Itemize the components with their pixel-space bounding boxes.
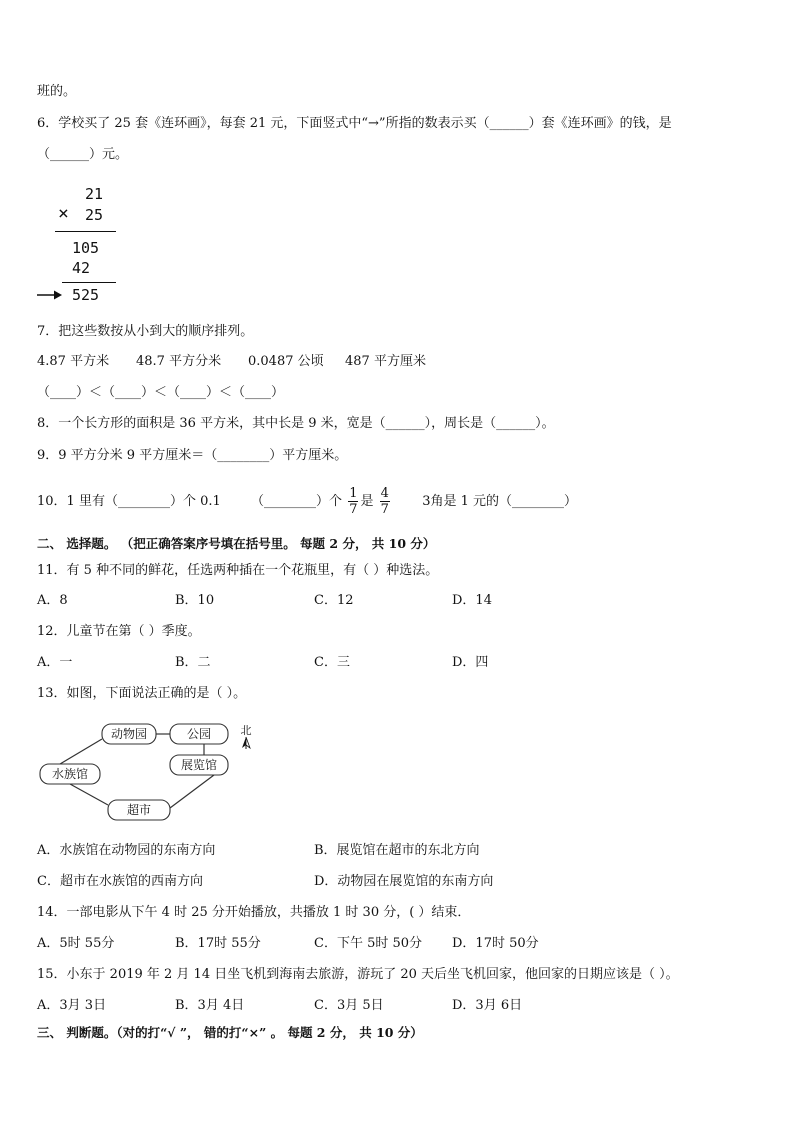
- question-5-tail: 班的。: [37, 84, 77, 99]
- q15-option-b: B．3月 4日: [175, 998, 245, 1013]
- fraction-denominator: 7: [380, 502, 389, 517]
- question-7-stem: 7．把这些数按从小到大的顺序排列。: [37, 324, 254, 339]
- q12-option-a: A．一: [37, 655, 73, 670]
- fraction-four-sevenths: [380, 486, 390, 517]
- section-3-title: 三、 判断题。（对的打“√ ”， 错的打“×” 。 每题 2 分， 共 10 分）: [37, 1025, 423, 1040]
- map-label-zoo: 动物园: [110, 727, 148, 741]
- q11-option-c: C．12: [314, 593, 354, 608]
- question-12-stem: 12．儿童节在第（ ）季度。: [37, 624, 201, 639]
- question-15-stem: 15．小东于 2019 年 2 月 14 日坐飞机到海南去旅游，游玩了 20 天后坐飞机回家，他回家的日期应该是（ ）。: [37, 967, 679, 982]
- q12-option-d: D．四: [452, 655, 489, 670]
- calc-rule-2: [62, 282, 116, 283]
- question-10: [37, 485, 577, 519]
- q7-order-blanks: （____）＜（____）＜（____）＜（____）: [37, 385, 285, 400]
- q10-part-3: 3角是 1 元的（________）: [422, 494, 578, 509]
- map-label-north: 北: [240, 724, 252, 737]
- q12-option-b: B．二: [175, 655, 211, 670]
- q11-option-a: A．8: [37, 593, 68, 608]
- q15-option-d: D．3月 6日: [452, 998, 523, 1013]
- map-label-aquarium: 水族馆: [51, 767, 89, 781]
- arrow-right-icon: [36, 288, 64, 302]
- fraction-numerator: 4: [380, 486, 389, 501]
- q7-item-1: 4.87 平方米: [37, 354, 110, 369]
- q13-option-d: D．动物园在展览馆的东南方向: [314, 874, 494, 889]
- q11-option-d: D．14: [452, 593, 492, 608]
- q13-option-a: A．水族馆在动物园的东南方向: [37, 843, 216, 858]
- q13-option-b: B．展览馆在超市的东北方向: [314, 843, 480, 858]
- q14-option-a: A．5时 55分: [37, 936, 115, 951]
- question-11-stem: 11．有 5 种不同的鲜花，任选两种插在一个花瓶里，有（ ）种选法。: [37, 563, 439, 578]
- q14-option-b: B．17时 55分: [175, 936, 261, 951]
- q7-item-4: 487 平方厘米: [345, 354, 426, 369]
- calc-rule-1: [55, 231, 116, 232]
- question-9: 9．9 平方分米 9 平方厘米＝（________）平方厘米。: [37, 448, 348, 463]
- q7-item-3: 0.0487 公顷: [248, 354, 324, 369]
- calc-multiplicand: 21: [85, 185, 104, 203]
- fraction-numerator: 1: [349, 486, 358, 501]
- path-aquarium-market: [70, 784, 108, 805]
- q10-part-1: 10．1 里有（________）个 0.1: [37, 494, 221, 509]
- question-6-line-1: 6．学校买了 25 套《连环画》，每套 21 元，下面竖式中“→”所指的数表示买（______）套《连环画》的钱，是: [37, 116, 672, 131]
- q15-option-c: C．3月 5日: [314, 998, 384, 1013]
- calc-partial-product-1: 105: [72, 239, 100, 257]
- q7-item-2: 48.7 平方分米: [136, 354, 222, 369]
- map-label-park: 公园: [186, 727, 212, 741]
- q15-option-a: A．3月 3日: [37, 998, 107, 1013]
- q12-option-c: C．三: [314, 655, 350, 670]
- path-zoo-aquarium: [60, 739, 102, 764]
- q14-option-c: C．下午 5时 50分: [314, 936, 423, 951]
- q13-option-c: C．超市在水族馆的西南方向: [37, 874, 203, 889]
- q14-option-d: D．17时 50分: [452, 936, 539, 951]
- question-14-stem: 14．一部电影从下午 4 时 25 分开始播放，共播放 1 时 30 分，( ）结束．: [37, 905, 471, 920]
- section-2-title: 二、 选择题。 （把正确答案序号填在括号里。 每题 2 分， 共 10 分）: [37, 536, 436, 551]
- calc-multiplier: 25: [85, 206, 104, 224]
- q10-is: 是: [360, 494, 374, 509]
- north-arrow-icon: [242, 737, 250, 749]
- calc-times-sign: ×: [58, 203, 69, 224]
- location-map: [36, 720, 266, 830]
- map-label-exhibit: 展览馆: [180, 758, 218, 772]
- q10-part-2: （________）个: [251, 494, 343, 509]
- question-6-line-2: （______）元。: [37, 147, 129, 162]
- fraction-denominator: 7: [349, 502, 358, 517]
- map-label-market: 超市: [126, 803, 152, 817]
- question-13-stem: 13．如图，下面说法正确的是（ ）。: [37, 686, 247, 701]
- question-8: 8．一个长方形的面积是 36 平方米，其中长是 9 米，宽是（______），周长是（______）。: [37, 416, 555, 431]
- calc-partial-product-2: 42: [72, 259, 91, 277]
- calc-result: 525: [72, 286, 100, 304]
- path-market-exhibit: [170, 775, 214, 808]
- fraction-one-seventh: [348, 486, 358, 517]
- q11-option-b: B．10: [175, 593, 215, 608]
